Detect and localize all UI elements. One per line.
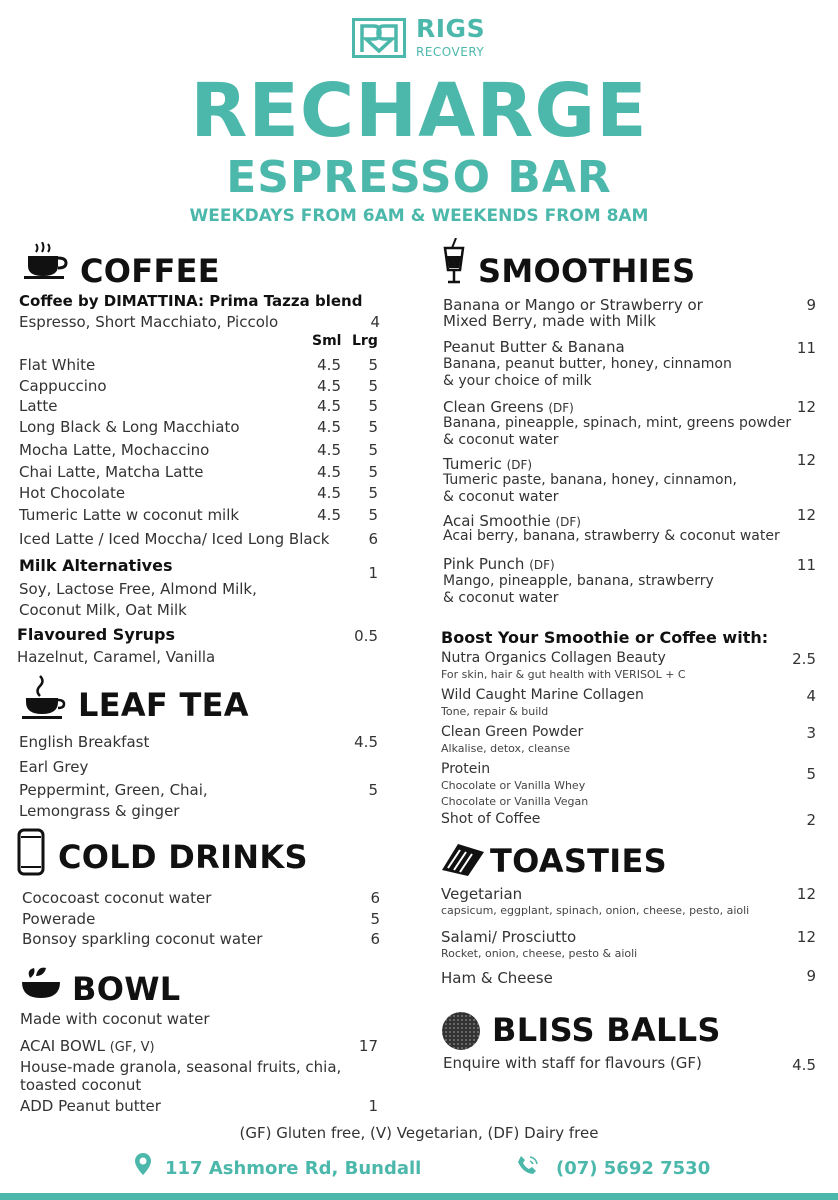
smoothie-5-label: Acai Smoothie — [443, 512, 551, 530]
bowl-title: BOWL — [72, 970, 181, 1008]
smoothie-6-tag: (DF) — [529, 558, 555, 572]
price-lrg: 5 — [368, 484, 378, 502]
syrup-list: Hazelnut, Caramel, Vanilla — [17, 648, 216, 666]
coffee-title: COFFEE — [80, 252, 220, 290]
bliss-ball-icon — [440, 1010, 482, 1052]
cold-title: COLD DRINKS — [58, 838, 308, 876]
milk-title: Milk Alternatives — [19, 556, 173, 575]
toastie-icon — [440, 840, 486, 878]
smoothie-2-price: 11 — [796, 339, 816, 357]
price-lrg: 5 — [368, 397, 378, 415]
bliss-price: 4.5 — [792, 1056, 816, 1074]
col-sml: Sml — [312, 333, 342, 349]
smoothie-5-price: 12 — [796, 506, 816, 524]
toastie-2-desc: Rocket, onion, cheese, pesto & aioli — [441, 947, 638, 960]
tea-earl: Earl Grey — [19, 758, 89, 776]
boost-1-name: Nutra Organics Collagen Beauty — [441, 650, 666, 666]
list-item: Chai Latte, Matcha Latte — [19, 463, 204, 481]
iced-price: 6 — [368, 530, 378, 548]
espresso-item: Espresso, Short Macchiato, Piccolo — [19, 313, 279, 331]
syrup-title: Flavoured Syrups — [17, 625, 175, 644]
smoothie-1-line-2: Mixed Berry, made with Milk — [443, 312, 656, 330]
smoothie-3-desc-2: & coconut water — [443, 432, 559, 448]
toastie-1-name: Vegetarian — [441, 885, 523, 903]
boost-4-price: 5 — [806, 765, 816, 783]
acai-bowl-label: ACAI BOWL — [20, 1037, 105, 1055]
smoothie-3-tag: (DF) — [548, 401, 574, 415]
price-lrg: 5 — [368, 463, 378, 481]
opening-hours: WEEKDAYS FROM 6AM & WEEKENDS FROM 8AM — [189, 206, 649, 226]
bowl-note: Made with coconut water — [20, 1010, 210, 1028]
list-item: Cococoast coconut water — [22, 889, 212, 907]
price-sml: 4.5 — [317, 484, 341, 502]
boost-2-price: 4 — [806, 687, 816, 705]
boost-3-desc: Alkalise, detox, cleanse — [441, 742, 571, 755]
smoothie-6-name — [443, 555, 555, 573]
boost-1-price: 2.5 — [792, 650, 816, 668]
smoothie-1-price: 9 — [806, 296, 816, 314]
smoothie-5-tag: (DF) — [555, 515, 581, 529]
boost-title: Boost Your Smoothie or Coffee with: — [441, 628, 769, 647]
phone-number[interactable]: (07) 5692 7530 — [556, 1158, 711, 1179]
tea-other-price: 5 — [368, 781, 378, 799]
phone-icon — [515, 1154, 539, 1178]
tea-english: English Breakfast — [19, 733, 150, 751]
milk-line-1: Soy, Lactose Free, Almond Milk, — [19, 580, 257, 598]
acai-bowl-tag: (GF, V) — [109, 1040, 155, 1055]
espresso-price: 4 — [370, 313, 380, 331]
price: 6 — [370, 889, 380, 907]
boost-5-price: 2 — [806, 811, 816, 829]
price-sml: 4.5 — [317, 463, 341, 481]
footer-accent-bar — [0, 1193, 838, 1200]
milk-price: 1 — [368, 564, 378, 582]
brand-name: RIGS — [416, 14, 486, 43]
brand-sub: RECOVERY — [416, 45, 485, 59]
smoothie-5-desc-1: Acai berry, banana, strawberry & coconut water — [443, 528, 780, 544]
smoothie-4-desc-2: & coconut water — [443, 489, 559, 505]
smoothie-4-tag: (DF) — [506, 458, 533, 472]
toastie-1-price: 12 — [796, 885, 816, 903]
acai-bowl-price: 17 — [358, 1037, 378, 1055]
price-lrg: 5 — [368, 418, 378, 436]
boost-2-desc: Tone, repair & build — [441, 705, 549, 718]
price-lrg: 5 — [368, 441, 378, 459]
boost-4-desc-1: Chocolate or Vanilla Whey — [441, 779, 586, 792]
acai-desc-1: House-made granola, seasonal fruits, chia, — [20, 1058, 342, 1076]
toastie-2-price: 12 — [796, 928, 816, 946]
addon-price: 1 — [368, 1097, 378, 1115]
bliss-title: BLISS BALLS — [492, 1011, 721, 1049]
rigs-logo-icon — [352, 18, 406, 58]
smoothie-glass-icon — [442, 238, 466, 284]
syrup-price: 0.5 — [354, 627, 378, 645]
smoothie-1-line-1: Banana or Mango or Strawberry or — [443, 296, 703, 314]
list-item: Bonsoy sparkling coconut water — [22, 930, 263, 948]
location-pin-icon — [134, 1152, 152, 1176]
tea-other-2: Lemongrass & ginger — [19, 802, 180, 820]
boost-3-price: 3 — [806, 724, 816, 742]
toastie-3-name: Ham & Cheese — [441, 969, 553, 987]
smoothie-6-price: 11 — [796, 556, 816, 574]
boost-1-desc: For skin, hair & gut health with VERISOL + C — [441, 668, 686, 681]
coffee-blend: Coffee by DIMATTINA: Prima Tazza blend — [19, 292, 363, 310]
smoothie-2-desc-1: Banana, peanut butter, honey, cinnamon — [443, 356, 732, 372]
price: 5 — [370, 910, 380, 928]
smoothie-3-name — [443, 398, 574, 416]
list-item: Hot Chocolate — [19, 484, 126, 502]
price-sml: 4.5 — [317, 377, 341, 395]
addon-item: ADD Peanut butter — [20, 1097, 161, 1115]
smoothie-4-label: Tumeric — [443, 455, 502, 473]
price-lrg: 5 — [368, 356, 378, 374]
list-item: Powerade — [22, 910, 96, 928]
bowl-icon — [20, 966, 62, 1002]
price-sml: 4.5 — [317, 441, 341, 459]
boost-5-name: Shot of Coffee — [441, 811, 541, 827]
toasties-title: TOASTIES — [490, 842, 668, 880]
address[interactable]: 117 Ashmore Rd, Bundall — [165, 1158, 422, 1179]
boost-3-name: Clean Green Powder — [441, 724, 584, 740]
smoothie-2-desc-2: & your choice of milk — [443, 373, 592, 389]
list-item: Latte — [19, 397, 58, 415]
tea-english-price: 4.5 — [354, 733, 378, 751]
price-sml: 4.5 — [317, 397, 341, 415]
smoothie-6-desc-1: Mango, pineapple, banana, strawberry — [443, 573, 714, 589]
smoothie-3-label: Clean Greens — [443, 398, 544, 416]
list-item: Long Black & Long Macchiato — [19, 418, 240, 436]
list-item: Flat White — [19, 356, 96, 374]
tea-other-1: Peppermint, Green, Chai, — [19, 781, 208, 799]
toastie-2-name: Salami/ Prosciutto — [441, 928, 577, 946]
toastie-1-desc: capsicum, eggplant, spinach, onion, cheese, pesto, aioli — [441, 904, 750, 917]
tea-title: LEAF TEA — [78, 686, 249, 724]
smoothie-3-desc-1: Banana, pineapple, spinach, mint, greens powder — [443, 415, 792, 431]
coffee-cup-icon — [22, 242, 68, 280]
milk-line-2: Coconut Milk, Oat Milk — [19, 601, 187, 619]
col-lrg: Lrg — [352, 333, 378, 349]
can-icon — [16, 827, 46, 877]
price-lrg: 5 — [368, 506, 378, 524]
smoothie-6-desc-2: & coconut water — [443, 590, 559, 606]
smoothie-6-label: Pink Punch — [443, 555, 525, 573]
price-sml: 4.5 — [317, 356, 341, 374]
boost-4-name: Protein — [441, 761, 491, 777]
list-item: Tumeric Latte w coconut milk — [19, 506, 240, 524]
smoothie-4-name — [443, 455, 532, 473]
price-sml: 4.5 — [317, 418, 341, 436]
smoothie-2-name: Peanut Butter & Banana — [443, 338, 625, 356]
smoothies-title: SMOOTHIES — [478, 252, 696, 290]
smoothie-4-desc-1: Tumeric paste, banana, honey, cinnamon, — [443, 472, 737, 488]
boost-4-desc-2: Chocolate or Vanilla Vegan — [441, 795, 589, 808]
acai-bowl-name — [20, 1037, 155, 1055]
list-item: Cappuccino — [19, 377, 107, 395]
smoothie-3-price: 12 — [796, 398, 816, 416]
iced-item: Iced Latte / Iced Moccha/ Iced Long Black — [19, 530, 330, 548]
smoothie-4-price: 12 — [796, 451, 816, 469]
toastie-3-price: 9 — [806, 967, 816, 985]
acai-desc-2: toasted coconut — [20, 1076, 142, 1094]
tea-cup-icon — [22, 674, 66, 720]
price-lrg: 5 — [368, 377, 378, 395]
price: 6 — [370, 930, 380, 948]
list-item: Mocha Latte, Mochaccino — [19, 441, 210, 459]
dietary-legend: (GF) Gluten free, (V) Vegetarian, (DF) Dairy free — [239, 1124, 599, 1142]
page-title: RECHARGE — [190, 68, 648, 154]
price-sml: 4.5 — [317, 506, 341, 524]
page-subtitle: ESPRESSO BAR — [226, 152, 612, 203]
bliss-line: Enquire with staff for flavours (GF) — [443, 1054, 702, 1072]
boost-2-name: Wild Caught Marine Collagen — [441, 687, 644, 703]
